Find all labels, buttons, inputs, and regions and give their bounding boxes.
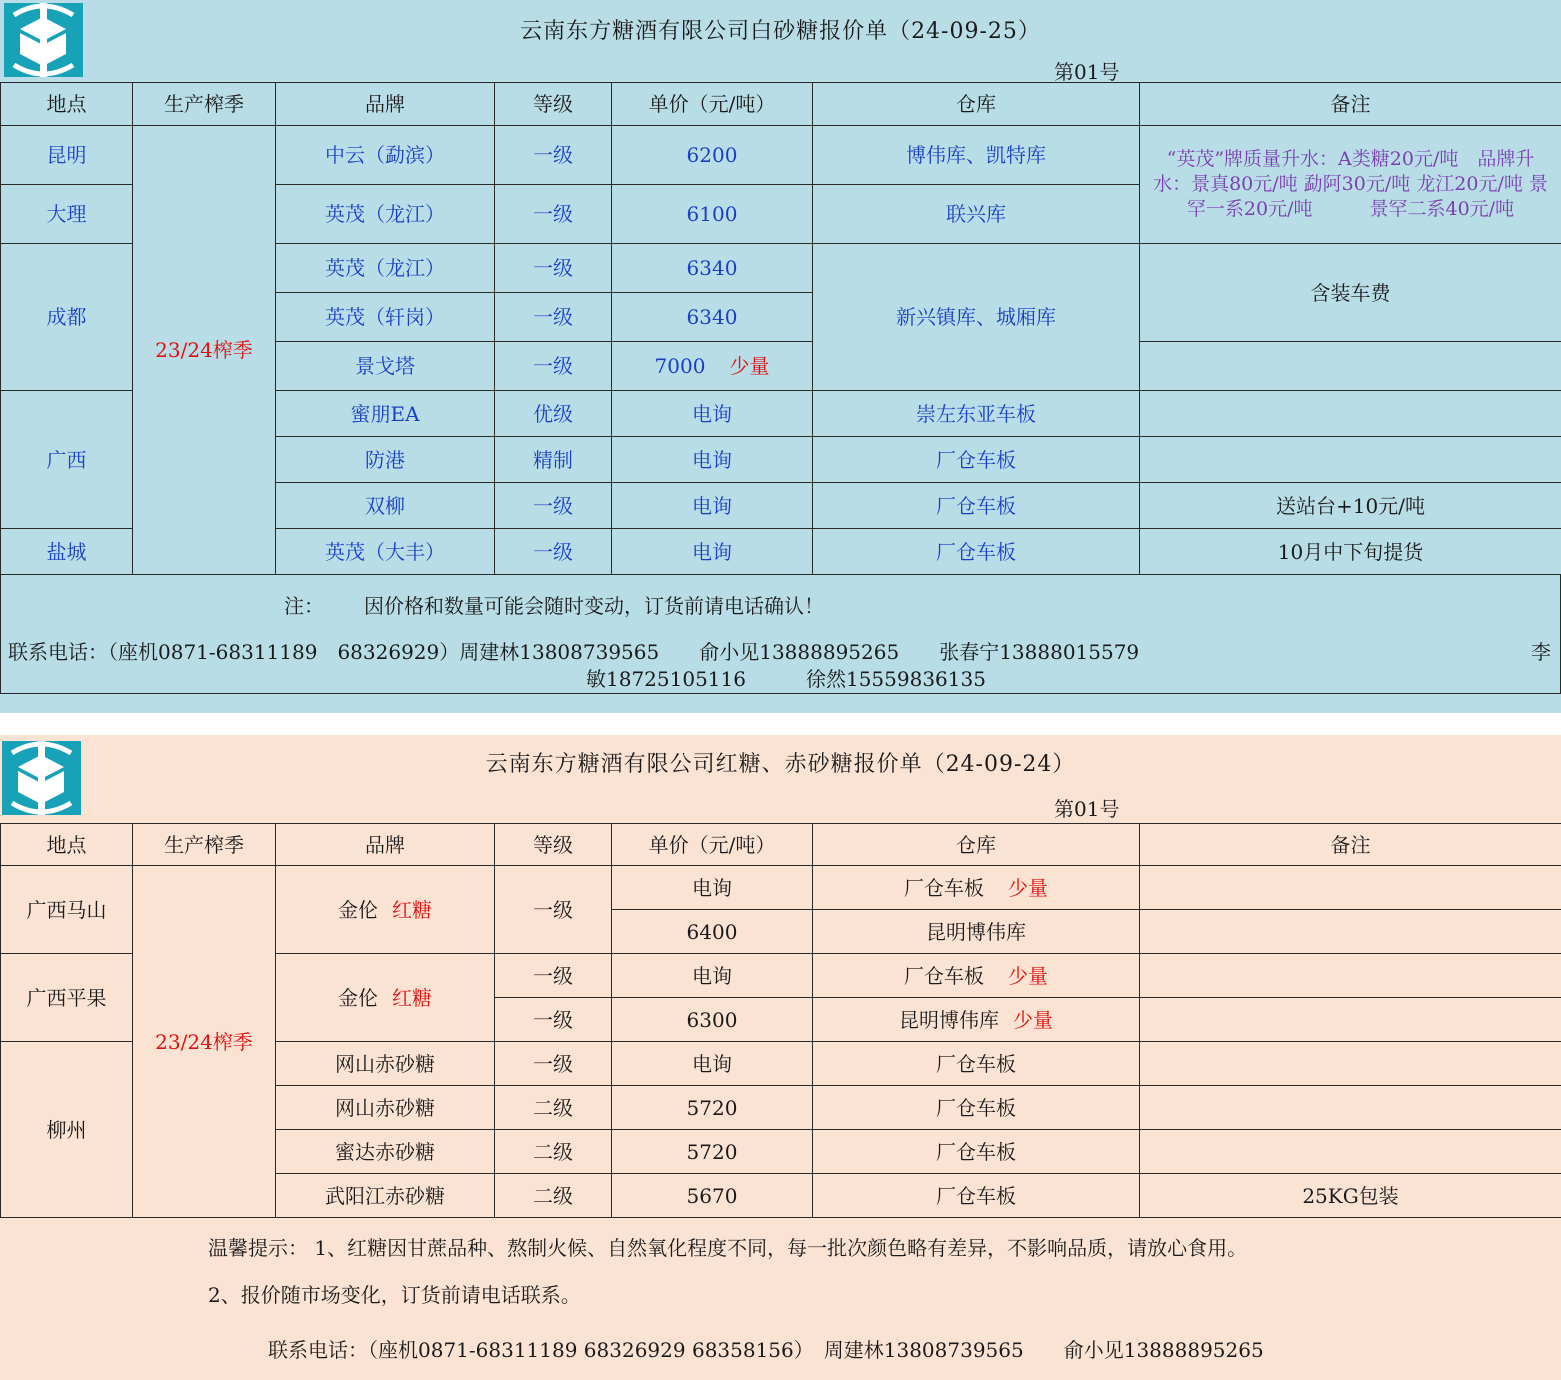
brand-cell: 武阳江赤砂糖 <box>276 1174 495 1218</box>
price-cell: 5670 <box>612 1174 813 1218</box>
price-cell: 6400 <box>612 910 813 954</box>
column-header: 生产榨季 <box>133 824 276 866</box>
remark-cell: 送站台+10元/吨 <box>1140 483 1561 529</box>
warehouse-cell <box>813 866 1140 910</box>
grade-cell: 一级 <box>495 342 612 391</box>
table-row <box>1 866 1561 910</box>
warehouse-cell: 博伟库、凯特库 <box>813 126 1140 185</box>
price-cell: 5720 <box>612 1086 813 1130</box>
column-header: 地点 <box>1 83 133 126</box>
column-header: 单价（元/吨） <box>612 824 813 866</box>
grade-cell: 一级 <box>495 293 612 342</box>
contact-line: 联系电话：（座机0871-68311189 68326929）周建林13808739565 俞小见13888895265 张春宁13888015579 <box>8 640 1140 664</box>
warehouse-cell: 厂仓车板 <box>813 1086 1140 1130</box>
grade-cell: 二级 <box>495 1174 612 1218</box>
contact-line-tail: 李 <box>1531 640 1551 664</box>
warehouse-cell: 新兴镇库、城厢库 <box>813 244 1140 391</box>
remark-cell <box>1140 342 1561 391</box>
warehouse-cell: 昆明博伟库 <box>813 910 1140 954</box>
column-header: 备注 <box>1140 824 1561 866</box>
location-cell: 成都 <box>1 244 133 391</box>
grade-cell: 优级 <box>495 391 612 437</box>
brand-tag: 红糖 <box>392 985 432 1010</box>
warehouse-name: 昆明博伟库 <box>899 1007 999 1032</box>
location-cell: 广西马山 <box>1 866 133 954</box>
brand-cell: 蜜达赤砂糖 <box>276 1130 495 1174</box>
document-number: 第01号 <box>1054 60 1120 84</box>
grade-cell: 一级 <box>495 529 612 575</box>
price-cell: 电询 <box>612 1042 813 1086</box>
warehouse-cell <box>813 954 1140 998</box>
location-cell: 广西平果 <box>1 954 133 1042</box>
brand-cell: 英茂（龙江） <box>276 185 495 244</box>
border-left <box>0 574 1 694</box>
grade-cell: 一级 <box>495 244 612 293</box>
grade-cell: 一级 <box>495 185 612 244</box>
brand-name: 金伦 <box>338 897 378 922</box>
brand-cell <box>276 866 495 954</box>
remark-cell <box>1140 437 1561 483</box>
remark-cell <box>1140 1042 1561 1086</box>
remark-cell <box>1140 910 1561 954</box>
remark-cell: 含装车费 <box>1140 244 1561 342</box>
price-cell: 5720 <box>612 1130 813 1174</box>
location-cell: 昆明 <box>1 126 133 185</box>
table-header-row <box>1 83 1561 126</box>
grade-cell: 一级 <box>495 866 612 954</box>
sheet-title: 云南东方糖酒有限公司红糖、赤砂糖报价单（24-09-24） <box>485 752 1076 777</box>
remark-cell: 10月中下旬提货 <box>1140 529 1561 575</box>
column-header: 生产榨季 <box>133 83 276 126</box>
contact-line: 联系电话：（座机0871-68311189 68326929 68358156） 周建林13808739565 俞小见13888895265 <box>268 1338 1264 1362</box>
price-cell: 电询 <box>612 866 813 910</box>
brand-cell: 双柳 <box>276 483 495 529</box>
document-number: 第01号 <box>1054 797 1120 821</box>
remark-cell <box>1140 391 1561 437</box>
season-cell: 23/24榨季 <box>133 126 276 575</box>
brand-cell: 网山赤砂糖 <box>276 1086 495 1130</box>
price-cell: 电询 <box>612 483 813 529</box>
price-cell: 6200 <box>612 126 813 185</box>
remark-cell <box>1140 1130 1561 1174</box>
warehouse-cell: 厂仓车板 <box>813 1174 1140 1218</box>
brand-cell: 景戈塔 <box>276 342 495 391</box>
brand-cell: 英茂（轩岗） <box>276 293 495 342</box>
table-row <box>1 126 1561 185</box>
brand-cell: 英茂（大丰） <box>276 529 495 575</box>
tip-line: 2、报价随市场变化，订货前请电话联系。 <box>208 1283 581 1307</box>
warehouse-cell: 联兴库 <box>813 185 1140 244</box>
warehouse-cell: 厂仓车板 <box>813 1130 1140 1174</box>
warehouse-cell: 厂仓车板 <box>813 437 1140 483</box>
grade-cell: 一级 <box>495 483 612 529</box>
remark-cell: “英茂”牌质量升水：A类糖20元/吨 品牌升水：景真80元/吨 勐阿30元/吨 龙江20元/吨 景罕一系20元/吨 景罕二系40元/吨 <box>1140 126 1561 244</box>
tip-line: 温馨提示： 1、红糖因甘蔗品种、熬制火候、自然氧化程度不同，每一批次颜色略有差异，不影响品质，请放心食用。 <box>208 1236 1248 1260</box>
remark-cell <box>1140 998 1561 1042</box>
remark-cell: 25KG包装 <box>1140 1174 1561 1218</box>
column-header: 单价（元/吨） <box>612 83 813 126</box>
grade-cell: 一级 <box>495 1042 612 1086</box>
border-bottom <box>0 693 1561 694</box>
note-text: 因价格和数量可能会随时变动，订货前请电话确认！ <box>364 594 824 618</box>
season-cell: 23/24榨季 <box>133 866 276 1218</box>
remark-cell <box>1140 1086 1561 1130</box>
price-cell: 电询 <box>612 437 813 483</box>
price-cell: 电询 <box>612 529 813 575</box>
remark-cell <box>1140 866 1561 910</box>
warehouse-cell <box>813 998 1140 1042</box>
warehouse-cell: 厂仓车板 <box>813 483 1140 529</box>
brand-cell: 蜜朋EA <box>276 391 495 437</box>
white-sugar-price-table <box>0 82 1561 575</box>
small-quantity-tag: 少量 <box>1008 963 1048 988</box>
column-header: 地点 <box>1 824 133 866</box>
price-cell: 6300 <box>612 998 813 1042</box>
note-label: 注： <box>284 594 324 618</box>
brown-sugar-quote-sheet <box>0 735 1561 1380</box>
small-quantity-tag: 少量 <box>1013 1007 1053 1032</box>
brand-cell: 防港 <box>276 437 495 483</box>
location-cell: 盐城 <box>1 529 133 575</box>
price-cell: 6340 <box>612 244 813 293</box>
warehouse-name: 厂仓车板 <box>904 963 984 988</box>
price-cell: 电询 <box>612 954 813 998</box>
brand-cell: 英茂（龙江） <box>276 244 495 293</box>
contact-line: 敏18725105116 徐然15559836135 <box>586 667 986 691</box>
location-cell: 大理 <box>1 185 133 244</box>
grade-cell: 二级 <box>495 1086 612 1130</box>
brown-sugar-price-table <box>0 823 1561 1218</box>
grade-cell: 精制 <box>495 437 612 483</box>
small-quantity-tag: 少量 <box>1008 875 1048 900</box>
location-cell: 广西 <box>1 391 133 529</box>
grade-cell: 一级 <box>495 126 612 185</box>
brand-cell: 中云（勐滨） <box>276 126 495 185</box>
column-header: 品牌 <box>276 824 495 866</box>
column-header: 等级 <box>495 824 612 866</box>
price-cell: 电询 <box>612 391 813 437</box>
sheet-title: 云南东方糖酒有限公司白砂糖报价单（24-09-25） <box>520 19 1041 44</box>
price-cell: 6100 <box>612 185 813 244</box>
brand-cell: 网山赤砂糖 <box>276 1042 495 1086</box>
location-cell: 柳州 <box>1 1042 133 1218</box>
remark-cell <box>1140 954 1561 998</box>
warehouse-cell: 厂仓车板 <box>813 1042 1140 1086</box>
small-quantity-tag: 少量 <box>729 354 770 378</box>
price-cell <box>612 342 813 391</box>
table-header-row <box>1 824 1561 866</box>
brand-tag: 红糖 <box>392 897 432 922</box>
column-header: 等级 <box>495 83 612 126</box>
warehouse-cell: 崇左东亚车板 <box>813 391 1140 437</box>
column-header: 品牌 <box>276 83 495 126</box>
column-header: 备注 <box>1140 83 1561 126</box>
column-header: 仓库 <box>813 83 1140 126</box>
brand-name: 金伦 <box>338 985 378 1010</box>
grade-cell: 二级 <box>495 1130 612 1174</box>
column-header: 仓库 <box>813 824 1140 866</box>
grade-cell: 一级 <box>495 998 612 1042</box>
price-cell: 6340 <box>612 293 813 342</box>
grade-cell: 一级 <box>495 954 612 998</box>
brand-cell <box>276 954 495 1042</box>
price-value: 7000 <box>654 354 706 378</box>
warehouse-cell: 厂仓车板 <box>813 529 1140 575</box>
warehouse-name: 厂仓车板 <box>904 875 984 900</box>
